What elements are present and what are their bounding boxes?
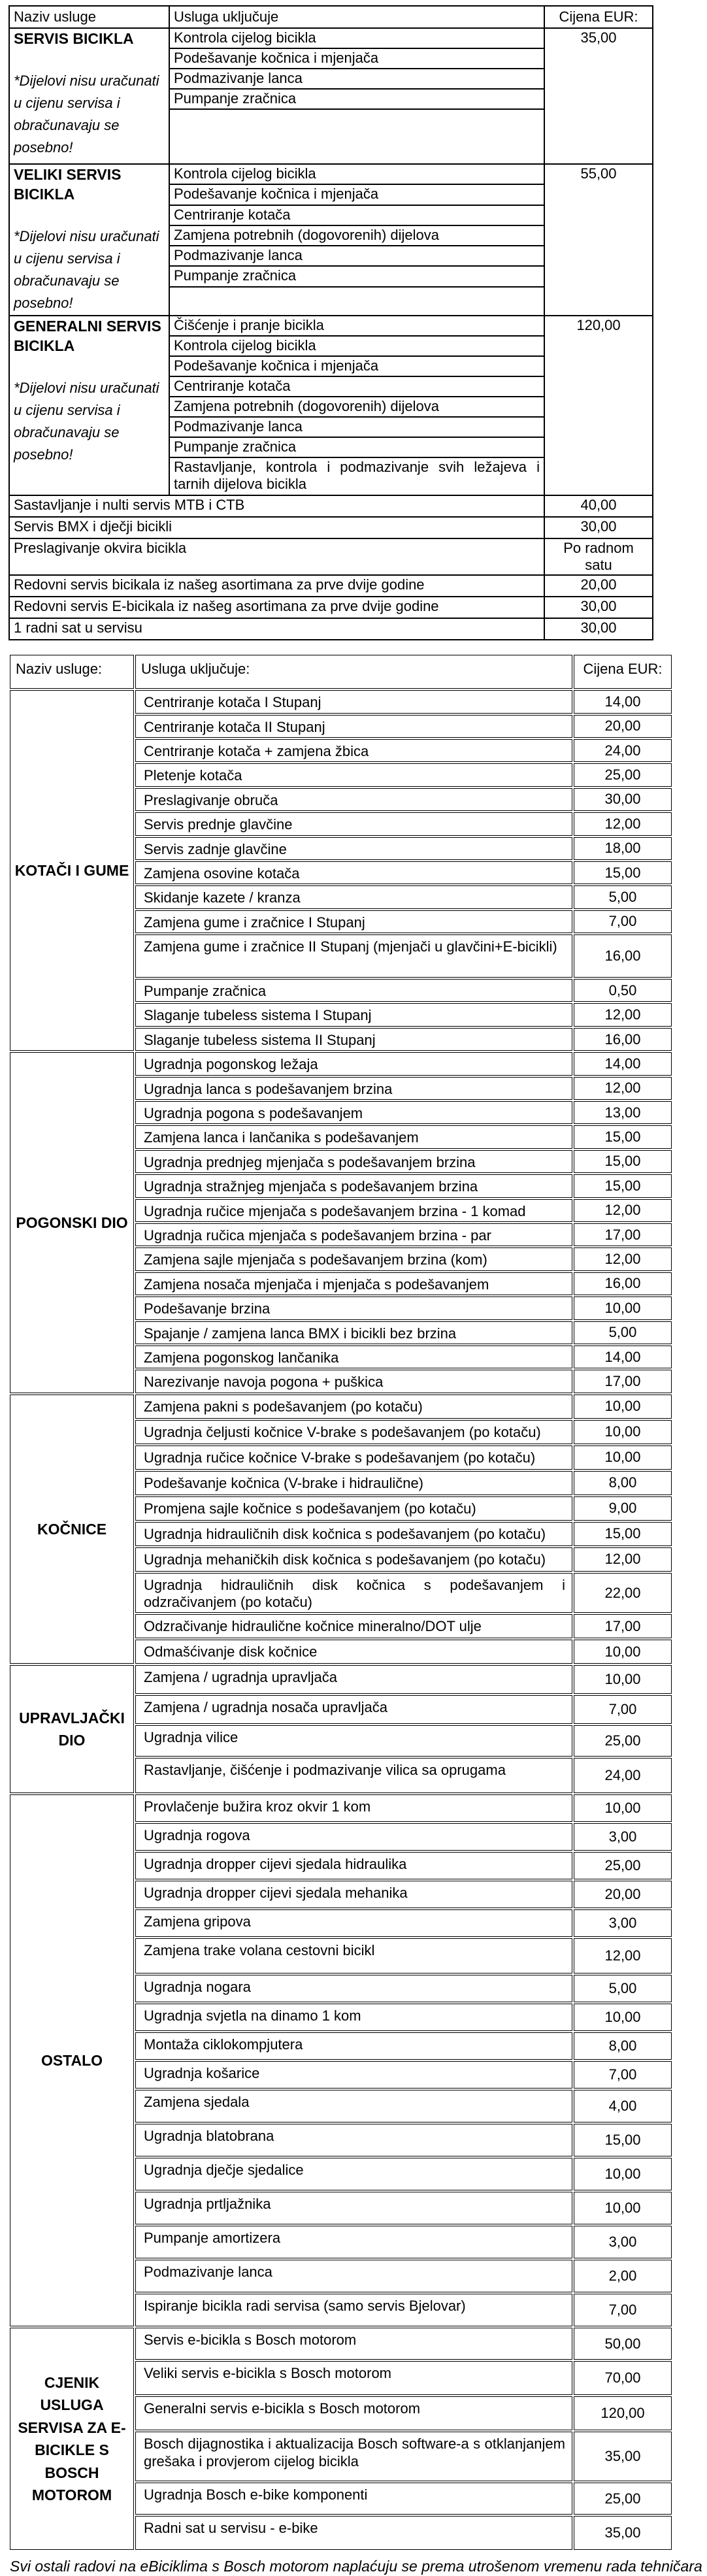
service-name-cell: Narezivanje navoja pogona + puškica (135, 1370, 572, 1393)
service-name-cell: Preslagivanje okvira bicikla (9, 538, 544, 575)
service-name-cell: Ugradnja svjetla na dinamo 1 kom (135, 2004, 572, 2031)
service-name-cell: Veliki servis e-bicikla s Bosch motorom (135, 2361, 572, 2395)
service-name-cell: Zamjena lanca i lančanika s podešavanjem (135, 1125, 572, 1148)
included-service-cell: Podešavanje kočnica i mjenjača (169, 184, 544, 205)
service-name-cell: Ugradnja čeljusti kočnice V-brake s podešavanjem (po kotaču) (135, 1420, 572, 1444)
service-row (10, 2328, 672, 2360)
service-name-cell: Ugradnja prtljažnika (135, 2192, 572, 2224)
price-cell: 22,00 (574, 1573, 672, 1613)
service-name-cell: Slaganje tubeless sistema II Stupanj (135, 1028, 572, 1051)
price-cell: 14,00 (574, 690, 672, 713)
group-price-cell: 120,00 (544, 316, 653, 495)
service-name-cell: Sastavljanje i nulti servis MTB i CTB (9, 495, 544, 517)
price-cell: 12,00 (574, 1199, 672, 1222)
table2-header-row (10, 655, 672, 689)
table1-header-naziv-usluge: Naziv usluge (9, 6, 169, 28)
service-group-row (9, 164, 653, 184)
service-group-row (9, 28, 653, 48)
service-name-cell: Rastavljanje, čišćenje i podmazivanje vilica sa oprugama (135, 1758, 572, 1793)
group-name: SERVIS BICIKLA (14, 30, 134, 47)
service-name-cell: Ispiranje bicikla radi servisa (samo servis Bjelovar) (135, 2294, 572, 2326)
table1-header-row (9, 6, 653, 28)
price-cell: 10,00 (574, 2158, 672, 2190)
price-cell: 25,00 (574, 763, 672, 786)
price-cell: 10,00 (574, 1665, 672, 1694)
service-name-cell: Odmašćivanje disk kočnice (135, 1640, 572, 1664)
service-name-cell: Zamjena trake volana cestovni bicikl (135, 1938, 572, 1973)
service-name-cell: Ugradnja mehaničkih disk kočnica s podešavanjem (po kotaču) (135, 1547, 572, 1572)
service-group-row (9, 316, 653, 336)
included-service-cell: Pumpanje zračnica (169, 89, 544, 109)
price-cell: 24,00 (574, 739, 672, 762)
price-cell: 30,00 (544, 597, 653, 618)
service-name-cell: Zamjena osovine kotača (135, 861, 572, 884)
service-row (10, 1395, 672, 1419)
service-name-cell: Ugradnja hidrauličnih disk kočnica s podešavanjem (po kotaču) (135, 1522, 572, 1546)
service-name-cell: Podešavanje brzina (135, 1296, 572, 1319)
price-cell: 4,00 (574, 2090, 672, 2122)
price-cell: 10,00 (574, 1640, 672, 1664)
included-service-cell: Kontrola cijelog bicikla (169, 28, 544, 48)
price-cell: 15,00 (574, 2124, 672, 2156)
price-cell: 35,00 (574, 2432, 672, 2481)
service-name-cell: Ugradnja Bosch e-bike komponenti (135, 2483, 572, 2515)
table1-header-cijena-eur: Cijena EUR: (544, 6, 653, 28)
service-name-cell: Ugradnja nogara (135, 1975, 572, 2002)
price-cell: Po radnom satu (544, 538, 653, 575)
included-service-cell: Pumpanje zračnica (169, 266, 544, 286)
service-name-cell: Pletenje kotača (135, 763, 572, 786)
price-cell: 20,00 (574, 1881, 672, 1908)
price-cell: 10,00 (574, 1296, 672, 1319)
service-name-cell: Zamjena / ugradnja nosača upravljača (135, 1695, 572, 1724)
included-service-cell: Podešavanje kočnica i mjenjača (169, 48, 544, 69)
price-cell: 0,50 (574, 979, 672, 1002)
table1-header-usluga-ukljucuje: Usluga uključuje (169, 6, 544, 28)
included-service-cell: Zamjena potrebnih (dogovorenih) dijelova (169, 397, 544, 417)
price-cell: 10,00 (574, 1395, 672, 1419)
included-service-cell: Pumpanje zračnica (169, 437, 544, 457)
price-cell: 15,00 (574, 1125, 672, 1148)
price-cell: 8,00 (574, 1471, 672, 1495)
service-name-cell: Slaganje tubeless sistema I Stupanj (135, 1003, 572, 1026)
price-cell: 10,00 (574, 1445, 672, 1470)
table2-header-cijena-eur: Cijena EUR: (574, 655, 672, 689)
service-name-cell: Zamjena pakni s podešavanjem (po kotaču) (135, 1395, 572, 1419)
filler-cell (169, 109, 544, 164)
flat-service-row (9, 517, 653, 538)
price-cell: 7,00 (574, 2294, 672, 2326)
flat-service-row (9, 618, 653, 640)
price-cell: 15,00 (574, 1522, 672, 1546)
flat-service-row (9, 495, 653, 517)
service-name-cell: Ugradnja ručica mjenjača s podešavanjem brzina - par (135, 1223, 572, 1246)
category-cell: KOTAČI I GUME (10, 690, 134, 1051)
price-cell: 7,00 (574, 2061, 672, 2089)
included-service-cell: Podešavanje kočnica i mjenjača (169, 356, 544, 376)
price-cell: 2,00 (574, 2260, 672, 2292)
price-cell: 7,00 (574, 910, 672, 933)
price-cell: 3,00 (574, 1823, 672, 1851)
service-name-cell: Skidanje kazete / kranza (135, 885, 572, 908)
price-cell: 25,00 (574, 2483, 672, 2515)
price-cell: 8,00 (574, 2032, 672, 2060)
service-name-cell: Ugradnja dropper cijevi sjedala hidraulika (135, 1852, 572, 1879)
price-cell: 120,00 (574, 2396, 672, 2430)
service-name-cell: Ugradnja lanca s podešavanjem brzina (135, 1077, 572, 1100)
price-cell: 5,00 (574, 1975, 672, 2002)
group-name-cell (9, 28, 169, 164)
service-name-cell: Provlačenje bužira kroz okvir 1 kom (135, 1794, 572, 1822)
service-name-cell: Centriranje kotača I Stupanj (135, 690, 572, 713)
price-cell: 40,00 (544, 495, 653, 517)
price-cell: 25,00 (574, 1725, 672, 1757)
price-cell: 12,00 (574, 1003, 672, 1026)
price-cell: 10,00 (574, 1794, 672, 1822)
service-name-cell: Servis zadnje glavčine (135, 837, 572, 860)
price-cell: 70,00 (574, 2361, 672, 2395)
price-cell: 16,00 (574, 934, 672, 978)
service-name-cell: Centriranje kotača + zamjena žbica (135, 739, 572, 762)
service-name-cell: Ugradnja pogonskog ležaja (135, 1052, 572, 1075)
group-parts-note: *Dijelovi nisu uračunati u cijenu servisa i obračunavaju se posebno! (14, 72, 159, 156)
price-cell: 14,00 (574, 1052, 672, 1075)
service-name-cell: Zamjena gume i zračnice II Stupanj (mjenjači u glavčini+E-bicikli) (135, 934, 572, 978)
service-name-cell: Servis e-bicikla s Bosch motorom (135, 2328, 572, 2360)
service-name-cell: Zamjena pogonskog lančanika (135, 1346, 572, 1368)
service-name-cell: Pumpanje zračnica (135, 979, 572, 1002)
service-name-cell: Servis BMX i dječji bicikli (9, 517, 544, 538)
service-name-cell: Zamjena sajle mjenjača s podešavanjem brzina (kom) (135, 1247, 572, 1270)
service-name-cell: Zamjena sjedala (135, 2090, 572, 2122)
price-cell: 17,00 (574, 1223, 672, 1246)
service-name-cell: 1 radni sat u servisu (9, 618, 544, 640)
service-name-cell: Promjena sajle kočnice s podešavanjem (po kotaču) (135, 1496, 572, 1521)
included-service-cell: Kontrola cijelog bicikla (169, 336, 544, 356)
included-service-cell: Zamjena potrebnih (dogovorenih) dijelova (169, 225, 544, 246)
footnote-ebike-labor-note: Svi ostali radovi na eBiciklima s Bosch motorom naplaćuju se prema utrošenom vremenu rada tehničara (10, 2558, 702, 2575)
service-row (10, 1665, 672, 1694)
service-row (10, 690, 672, 713)
category-cell: CJENIK USLUGA SERVISA ZA E-BICIKLE S BOSCH MOTOROM (10, 2328, 134, 2550)
price-cell: 25,00 (574, 1852, 672, 1879)
service-name-cell: Ugradnja dječje sjedalice (135, 2158, 572, 2190)
price-cell: 18,00 (574, 837, 672, 860)
price-cell: 14,00 (574, 1346, 672, 1368)
price-cell: 13,00 (574, 1101, 672, 1124)
group-name-cell (9, 164, 169, 316)
service-name-cell: Ugradnja hidrauličnih disk kočnica s podešavanjem i odzračivanjem (po kotaču) (135, 1573, 572, 1613)
service-name-cell: Redovni servis bicikala iz našeg asortimana za prve dvije godine (9, 575, 544, 597)
price-cell: 16,00 (574, 1028, 672, 1051)
service-packages-table (8, 5, 653, 640)
service-name-cell: Pumpanje amortizera (135, 2226, 572, 2258)
price-cell: 30,00 (574, 788, 672, 811)
service-name-cell: Generalni servis e-bicikla s Bosch motorom (135, 2396, 572, 2430)
group-name-cell (9, 316, 169, 495)
service-name-cell: Ugradnja ručice mjenjača s podešavanjem brzina - 1 komad (135, 1199, 572, 1222)
price-cell: 35,00 (574, 2516, 672, 2550)
included-service-cell: Centriranje kotača (169, 205, 544, 225)
service-name-cell: Zamjena nosača mjenjača i mjenjača s podešavanjem (135, 1272, 572, 1295)
flat-service-row (9, 597, 653, 618)
price-cell: 5,00 (574, 1321, 672, 1344)
price-cell: 16,00 (574, 1272, 672, 1295)
price-cell: 12,00 (574, 1938, 672, 1973)
table2-header-naziv-usluge: Naziv usluge: (10, 655, 134, 689)
price-cell: 3,00 (574, 2226, 672, 2258)
service-name-cell: Podmazivanje lanca (135, 2260, 572, 2292)
price-cell: 20,00 (544, 575, 653, 597)
included-service-cell: Podmazivanje lanca (169, 69, 544, 89)
price-cell: 20,00 (574, 715, 672, 738)
service-name-cell: Ugradnja vilice (135, 1725, 572, 1757)
service-name-cell: Ugradnja blatobrana (135, 2124, 572, 2156)
group-name: GENERALNI SERVIS BICIKLA (14, 318, 161, 355)
included-service-cell: Centriranje kotača (169, 376, 544, 397)
price-cell: 30,00 (544, 517, 653, 538)
price-cell: 12,00 (574, 812, 672, 835)
price-cell: 30,00 (544, 618, 653, 640)
service-row (10, 1794, 672, 1822)
group-price-cell: 35,00 (544, 28, 653, 164)
included-service-cell: Podmazivanje lanca (169, 246, 544, 266)
price-cell: 17,00 (574, 1370, 672, 1393)
price-cell: 7,00 (574, 1695, 672, 1724)
service-name-cell: Servis prednje glavčine (135, 812, 572, 835)
price-cell: 10,00 (574, 2004, 672, 2031)
service-name-cell: Odzračivanje hidraulične kočnice mineralno/DOT ulje (135, 1614, 572, 1638)
group-price-cell: 55,00 (544, 164, 653, 316)
group-name: VELIKI SERVIS BICIKLA (14, 166, 122, 203)
service-name-cell: Montaža ciklokompjutera (135, 2032, 572, 2060)
service-name-cell: Ugradnja košarice (135, 2061, 572, 2089)
price-cell: 17,00 (574, 1614, 672, 1638)
price-cell: 15,00 (574, 1150, 672, 1173)
group-parts-note: *Dijelovi nisu uračunati u cijenu servisa i obračunavaju se posebno! (14, 379, 159, 463)
price-cell: 12,00 (574, 1547, 672, 1572)
price-cell: 9,00 (574, 1496, 672, 1521)
filler-cell (169, 287, 544, 316)
service-name-cell: Preslagivanje obruča (135, 788, 572, 811)
service-name-cell: Ugradnja prednjeg mjenjača s podešavanjem brzina (135, 1150, 572, 1173)
price-cell: 3,00 (574, 1909, 672, 1937)
service-name-cell: Spajanje / zamjena lanca BMX i bicikli bez brzina (135, 1321, 572, 1344)
price-cell: 10,00 (574, 2192, 672, 2224)
service-name-cell: Ugradnja stražnjeg mjenjača s podešavanjem brzina (135, 1174, 572, 1197)
category-cell: KOČNICE (10, 1395, 134, 1664)
category-cell: UPRAVLJAČKI DIO (10, 1665, 134, 1793)
table2-header-usluga-ukljucuje: Usluga uključuje: (135, 655, 572, 689)
service-name-cell: Zamjena / ugradnja upravljača (135, 1665, 572, 1694)
service-name-cell: Zamjena gripova (135, 1909, 572, 1937)
included-service-cell: Čišćenje i pranje bicikla (169, 316, 544, 336)
itemized-services-table (8, 653, 673, 2551)
service-name-cell: Ugradnja pogona s podešavanjem (135, 1101, 572, 1124)
service-name-cell: Bosch dijagnostika i aktualizacija Bosch software-a s otklanjanjem grešaka i provjerom cijelog bicikla (135, 2432, 572, 2481)
service-name-cell: Centriranje kotača II Stupanj (135, 715, 572, 738)
category-cell: POGONSKI DIO (10, 1052, 134, 1393)
price-cell: 5,00 (574, 885, 672, 908)
flat-service-row (9, 538, 653, 575)
service-name-cell: Ugradnja ručice kočnice V-brake s podešavanjem (po kotaču) (135, 1445, 572, 1470)
price-cell: 15,00 (574, 1174, 672, 1197)
included-service-cell: Kontrola cijelog bicikla (169, 164, 544, 184)
service-name-cell: Zamjena gume i zračnice I Stupanj (135, 910, 572, 933)
included-service-cell: Rastavljanje, kontrola i podmazivanje svih ležajeva i tarnih dijelova bicikla (169, 457, 544, 495)
price-cell: 12,00 (574, 1077, 672, 1100)
price-cell: 50,00 (574, 2328, 672, 2360)
price-cell: 12,00 (574, 1247, 672, 1270)
flat-service-row (9, 575, 653, 597)
service-name-cell: Radni sat u servisu - e-bike (135, 2516, 572, 2550)
price-cell: 24,00 (574, 1758, 672, 1793)
service-name-cell: Ugradnja rogova (135, 1823, 572, 1851)
service-row (10, 1052, 672, 1075)
price-cell: 15,00 (574, 861, 672, 884)
group-parts-note: *Dijelovi nisu uračunati u cijenu servisa i obračunavaju se posebno! (14, 227, 159, 312)
price-cell: 10,00 (574, 1420, 672, 1444)
included-service-cell: Podmazivanje lanca (169, 417, 544, 437)
service-name-cell: Redovni servis E-bicikala iz našeg asortimana za prve dvije godine (9, 597, 544, 618)
service-name-cell: Podešavanje kočnica (V-brake i hidraulične) (135, 1471, 572, 1495)
category-cell: OSTALO (10, 1794, 134, 2326)
service-name-cell: Ugradnja dropper cijevi sjedala mehanika (135, 1881, 572, 1908)
